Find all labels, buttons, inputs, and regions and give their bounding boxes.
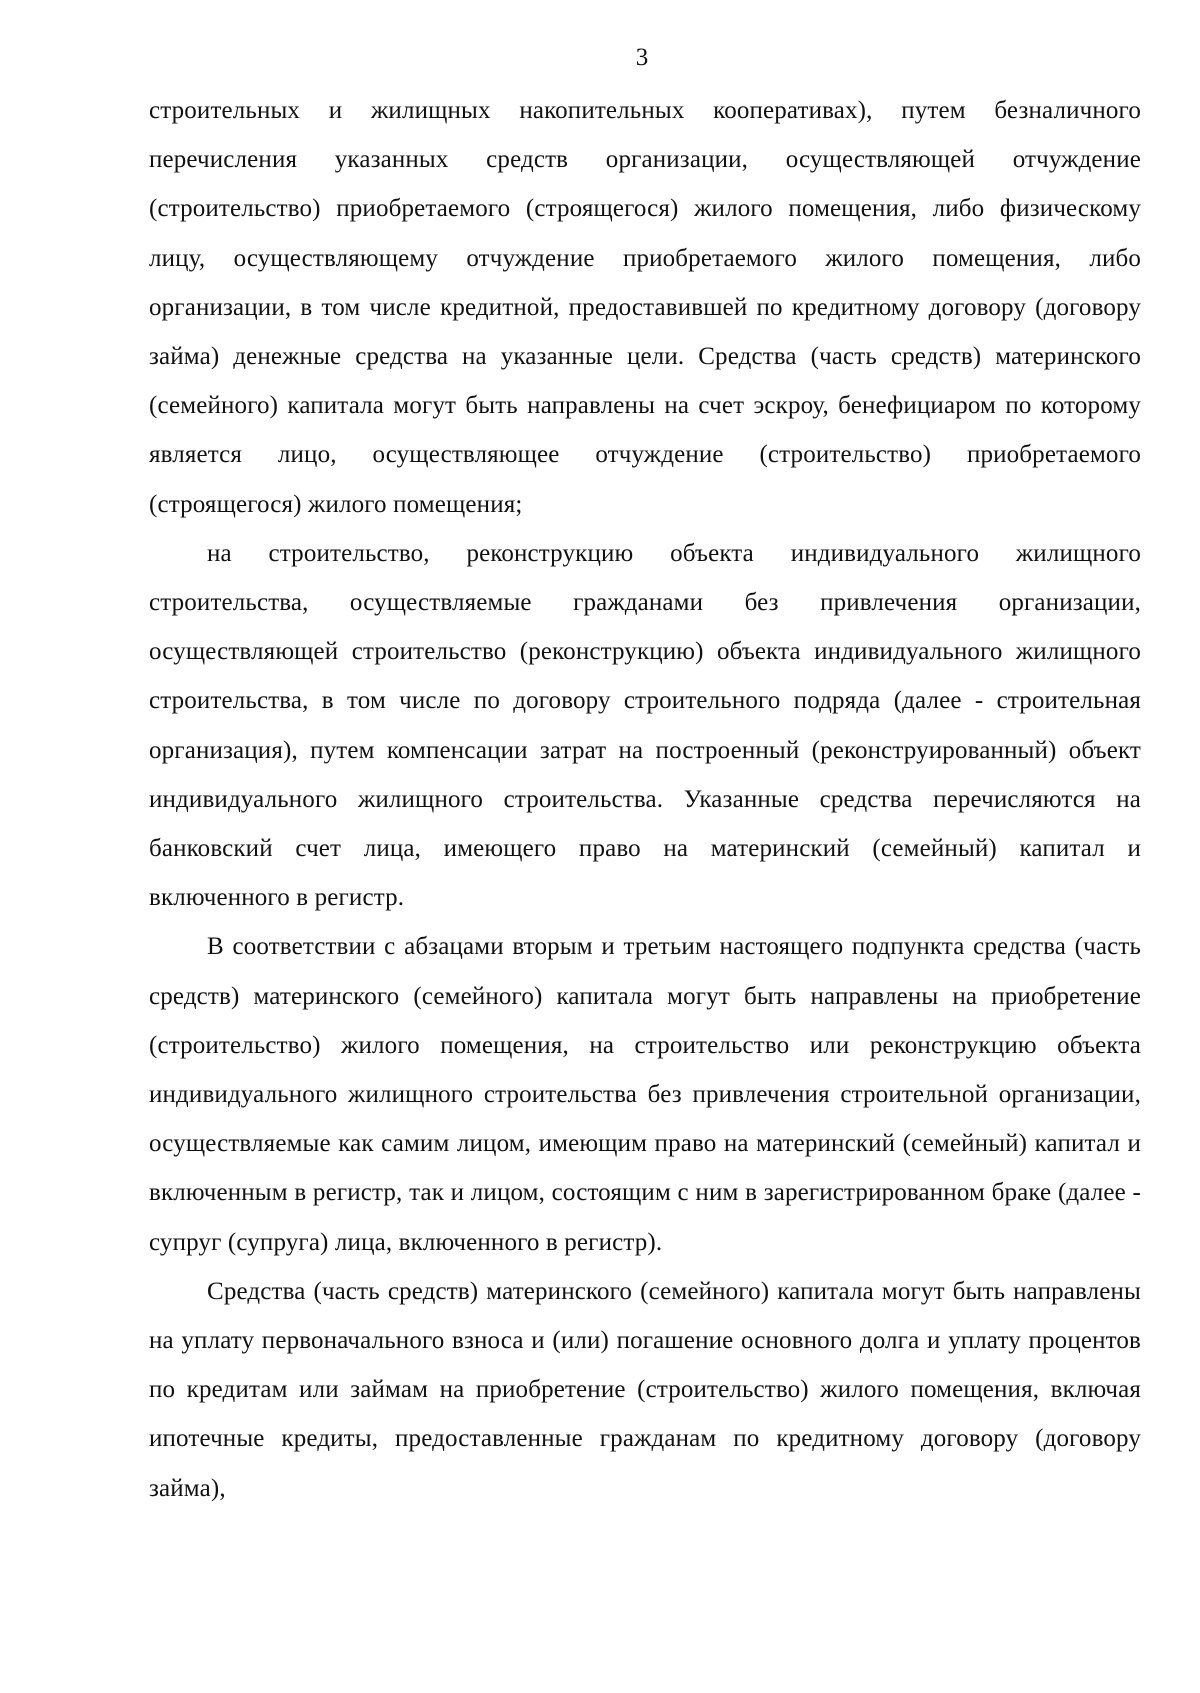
document-body (149, 86, 1141, 1513)
paragraph-1: строительных и жилищных накопительных кооперативах), путем безналичного перечисления указанных средств организации, осуществляющей отчуждение (строительство) приобретаемого (строящегося) жилого помещения, либо физическому лицу, осуществляющему отчуждение приобретаемого жилого помещения, либо организации, в том числе кредитной, предоставившей по кредитному договору (договору займа) денежные средства на указанные цели. Средства (часть средств) материнского (семейного) капитала могут быть направлены на счет эскроу, бенефициаром по которому является лицо, осуществляющее отчуждение (строительство) приобретаемого (строящегося) жилого помещения; (149, 97, 1141, 518)
page-number: 3 (635, 44, 649, 71)
paragraph-3: В соответствии с абзацами вторым и третьим настоящего подпункта средства (часть средств) материнского (семейного) капитала могут быть направлены на приобретение (строительство) жилого помещения, на строительство или реконструкцию объекта индивидуального жилищного строительства без привлечения строительной организации, осуществляемые как самим лицом, имеющим право на материнский (семейный) капитал и включенным в регистр, так и лицом, состоящим с ним в зарегистрированном браке (далее - супруг (супруга) лица, включенного в регистр). (149, 933, 1141, 1256)
paragraph-4: Средства (часть средств) материнского (семейного) капитала могут быть направлены на уплату первоначального взноса и (или) погашение основного долга и уплату процентов по кредитам или займам на приобретение (строительство) жилого помещения, включая ипотечные кредиты, предоставленные гражданам по кредитному договору (договору займа), (149, 1277, 1141, 1502)
paragraph-2: на строительство, реконструкцию объекта индивидуального жилищного строительства, осуществляемые гражданами без привлечения организации, осуществляющей строительство (реконструкцию) объекта индивидуального жилищного строительства, в том числе по договору строительного подряда (далее - строительная организация), путем компенсации затрат на построенный (реконструированный) объект индивидуального жилищного строительства. Указанные средства перечисляются на банковский счет лица, имеющего право на материнский (семейный) капитал и включенного в регистр. (149, 539, 1141, 912)
